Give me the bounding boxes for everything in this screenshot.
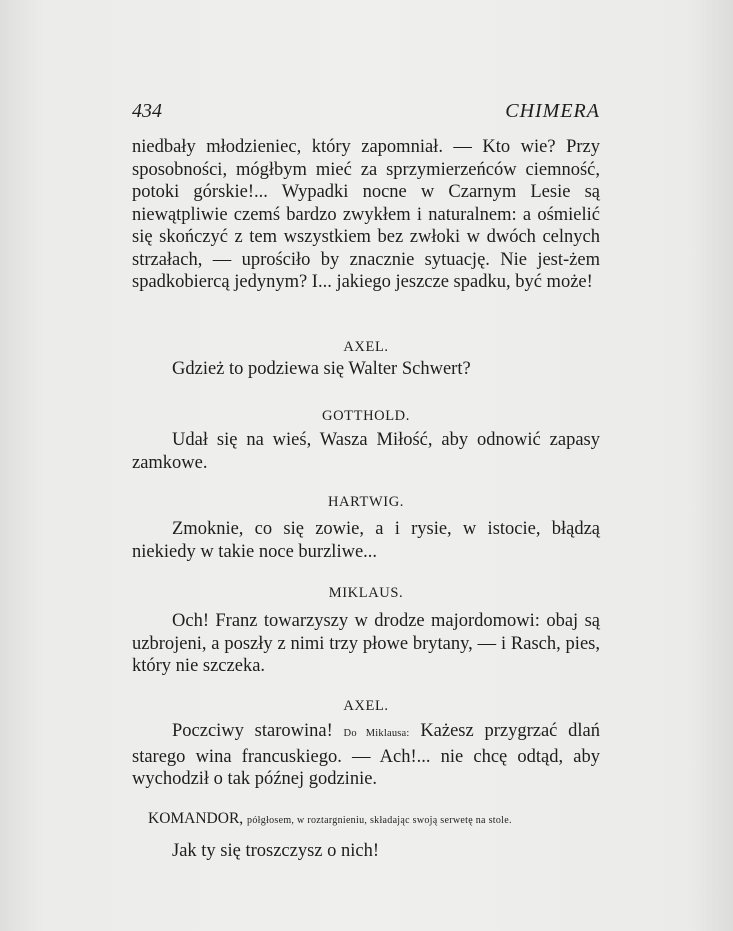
speech-axel-2-part2: Każesz przygrzać dlań starego wina francuskiego. — Ach!... nie chcę odtąd, aby wychodził o tak późnej godzinie. xyxy=(132,721,601,789)
speaker-komandor: KOMANDOR, xyxy=(148,810,244,827)
running-title: CHIMERA xyxy=(505,100,600,122)
speech-axel-2 xyxy=(132,720,600,791)
speech-gotthold-block xyxy=(132,429,600,474)
speaker-hartwig: HARTWIG. xyxy=(327,494,404,510)
speech-komandor-block xyxy=(132,840,600,863)
opening-paragraph-block xyxy=(132,136,600,294)
speech-hartwig-block xyxy=(132,518,600,563)
komandor-stage-direction: półgłosem, w roztargnieniu, składając swoją serwetę na stole. xyxy=(247,815,512,826)
speech-miklaus: Och! Franz towarzyszy w drodze majordomowi: obaj są uzbrojeni, a poszły z nimi trzy płowe brytany, — i Rasch, pies, który nie szczeka. xyxy=(132,611,600,676)
speech-axel-1: Gdzież to podziewa się Walter Schwert? xyxy=(172,359,471,379)
speaker-axel-1: AXEL. xyxy=(343,339,389,355)
speech-miklaus-block xyxy=(132,610,600,678)
speech-axel-1-block xyxy=(132,358,600,381)
stage-direction-do-miklausa: Do Miklausa: xyxy=(343,728,410,739)
page-header xyxy=(132,100,600,124)
speaker-gotthold: GOTTHOLD. xyxy=(322,408,410,424)
speech-axel-2-part1: Poczciwy starowina! xyxy=(172,721,333,741)
komandor-heading xyxy=(148,810,608,828)
opening-paragraph: niedbały młodzieniec, który zapomniał. — Kto wie? Przy sposobności, mógłbym mieć za sprzymierzeńców ciemność, potoki górskie!... Wypadki nocne w Czarnym Lesie są niewątpliwie czemś bardzo zwykłem i naturalnem: a ośmielić się skończyć z tem wszystkiem bez zwłoki w dwóch celnych strzałach, — uprościło by znacznie sytuację. Nie jest-żem spadkobiercą jedynym? I... jakiego jeszcze spadku, być może! xyxy=(132,137,600,292)
speech-komandor: Jak ty się troszczysz o nich! xyxy=(172,841,380,861)
speaker-miklaus: MIKLAUS. xyxy=(328,585,404,601)
speech-axel-2-block xyxy=(132,720,600,791)
page-number: 434 xyxy=(132,100,162,122)
speaker-axel-2: AXEL. xyxy=(343,698,389,714)
speech-gotthold: Udał się na wieś, Wasza Miłość, aby odnowić zapasy zamkowe. xyxy=(132,430,600,473)
speech-hartwig: Zmoknie, co się zowie, a i rysie, w istocie, błądzą niekiedy w takie noce burzliwe... xyxy=(132,519,600,562)
